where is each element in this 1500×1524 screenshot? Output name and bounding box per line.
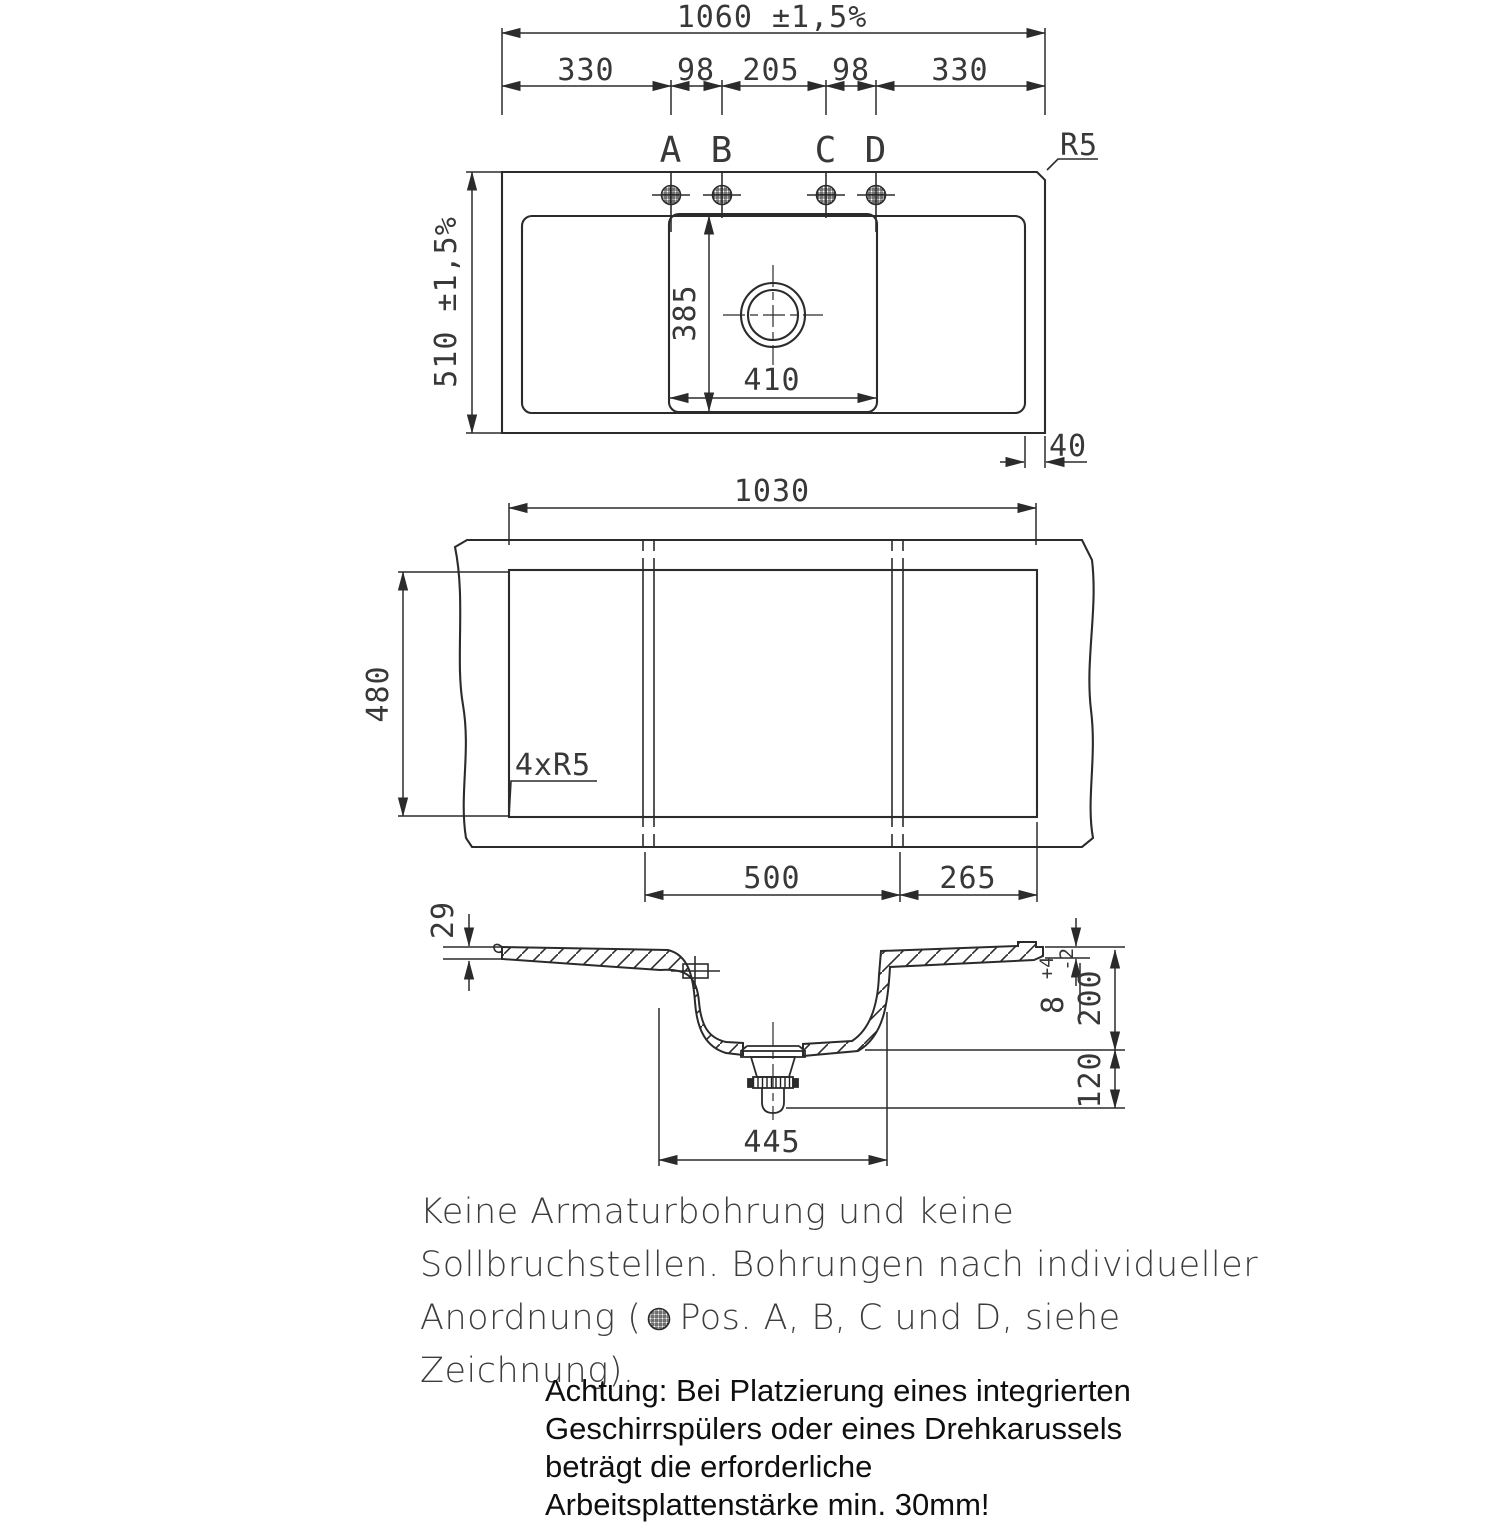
cutout-radius-text: 4xR5 — [514, 748, 592, 783]
hole-label-a: A — [659, 130, 683, 171]
dim-height: 510 ±1,5% — [429, 216, 464, 388]
section-dimensions — [426, 901, 1125, 1166]
hole-label-c: C — [814, 130, 838, 171]
hole-symbol-b — [713, 186, 732, 205]
warning-line-2: Geschirrspülers oder eines Drehkarussels — [545, 1411, 1123, 1446]
note-line-1: Keine Armaturbohrung und keine — [420, 1192, 1015, 1232]
hole-symbol-c — [817, 186, 836, 205]
dim-bowl-depth: 385 — [668, 284, 703, 342]
section-left-lip — [494, 944, 502, 952]
dim-bowl-depth-section: 200 — [1073, 969, 1108, 1027]
cutout-dimensions — [361, 474, 1037, 902]
dim-total-width: 1060 ±1,5% — [676, 0, 868, 35]
warning-line-3: beträgt die erforderliche — [545, 1449, 873, 1484]
warning-note — [545, 1372, 1325, 1524]
dim-right-edge: 40 — [1048, 429, 1088, 464]
dim-rim-edge-thickness: 29 — [426, 900, 461, 940]
corner-radius-callout — [1047, 128, 1098, 170]
dim-cutout-width: 1030 — [733, 474, 811, 509]
dim-seg-330r: 330 — [931, 53, 989, 88]
dim-panel-thickness: 8 +4 -2 — [1036, 947, 1078, 1014]
top-view — [429, 0, 1098, 468]
note-line-3-before: Anordnung ( — [420, 1298, 642, 1338]
hole-symbol-d — [867, 186, 886, 205]
warning-line-1: Achtung: Bei Platzierung eines integrierten — [545, 1373, 1131, 1408]
drain-centerlines — [723, 265, 823, 365]
hole-label-b: B — [710, 130, 734, 171]
corner-radius-text: R5 — [1060, 128, 1099, 163]
dim-drain-height: 120 — [1073, 1051, 1108, 1109]
cutout-view — [361, 474, 1094, 902]
dim-seg-330l: 330 — [557, 53, 615, 88]
note-line-3 — [420, 1292, 1180, 1345]
hole-label-d: D — [864, 130, 888, 171]
warning-line-4: Arbeitsplattenstärke min. 30mm! — [545, 1487, 990, 1522]
dim-bowl-cutout: 500 — [743, 861, 801, 896]
note-line-4: Zeichnung). — [420, 1351, 635, 1391]
note-line-3-after: Pos. A, B, C und D, siehe — [679, 1298, 1121, 1338]
projection-lines — [643, 540, 903, 847]
hole-position-icon — [647, 1307, 671, 1331]
dim-seg-205: 205 — [742, 53, 800, 88]
note-line-2: Sollbruchstellen. Bohrungen nach individueller — [420, 1245, 1259, 1285]
top-view-dimensions — [429, 0, 1087, 468]
dim-cutout-height: 480 — [361, 665, 396, 723]
section-right-wall — [803, 942, 1043, 1056]
dim-bowl-outer-width: 445 — [743, 1125, 801, 1160]
drain-assembly — [741, 1022, 805, 1120]
hole-symbol-a — [662, 186, 681, 205]
dim-seg-98r: 98 — [831, 53, 871, 88]
dim-bowl-width: 410 — [743, 363, 801, 398]
drilling-note — [420, 1186, 1259, 1398]
section-view — [426, 901, 1125, 1166]
dim-drainer-cutout: 265 — [939, 861, 997, 896]
cutout-radius-callout — [509, 748, 597, 817]
countertop-slab-outline — [455, 540, 1094, 847]
tap-holes — [652, 173, 895, 232]
dim-seg-98l: 98 — [676, 53, 716, 88]
